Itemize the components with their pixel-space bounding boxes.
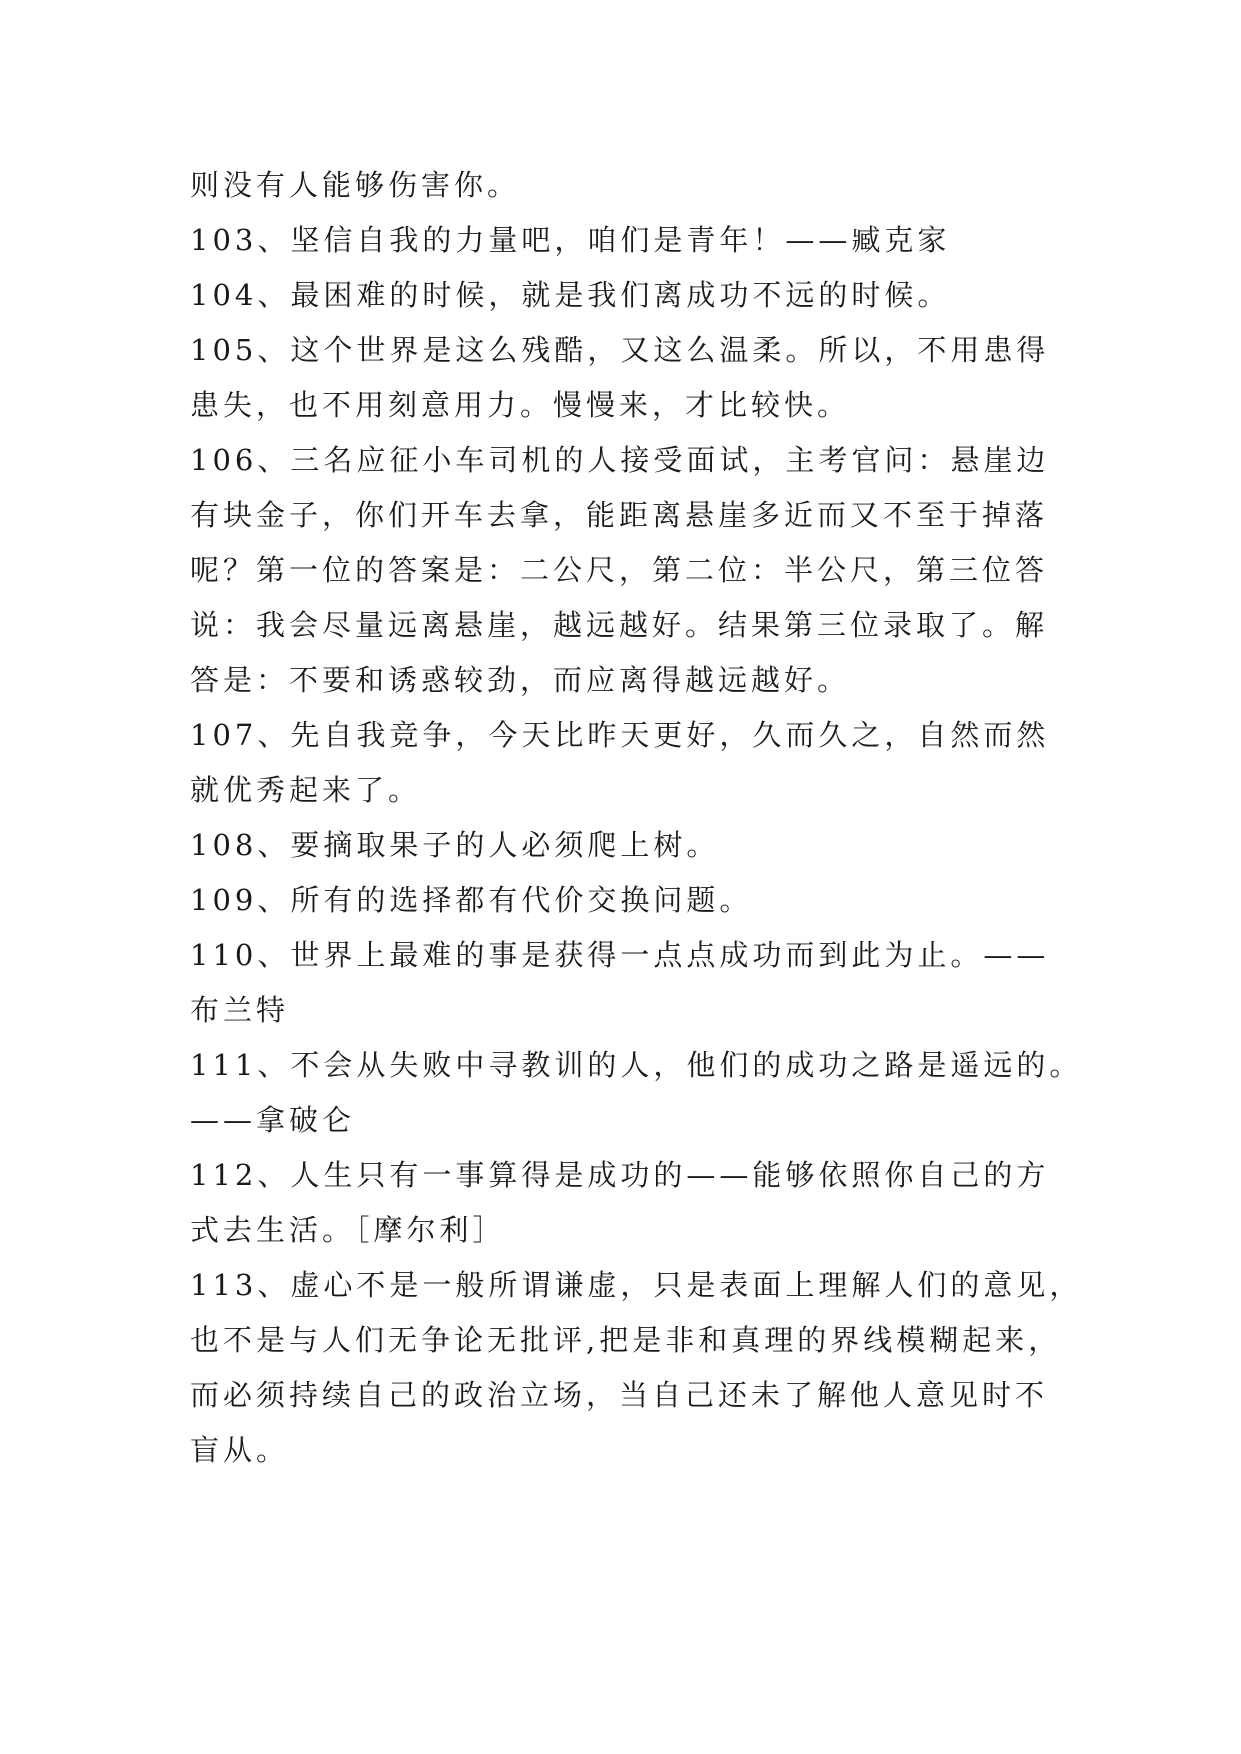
- text-line: 患失，也不用刻意用力。慢慢来，才比较快。: [190, 388, 851, 422]
- text-line: 而必须持续自己的政治立场，当自己还未了解他人意见时不: [190, 1378, 1049, 1412]
- text-line: ——拿破仑: [190, 1103, 356, 1137]
- text-line: 则没有人能够伤害你。: [190, 168, 521, 202]
- text-line: 也不是与人们无争论无批评,把是非和真理的界线模糊起来，: [190, 1323, 1062, 1357]
- text-line: 式去生活。［摩尔利］: [190, 1213, 506, 1247]
- text-line: 110、世界上最难的事是获得一点点成功而到此为止。——: [190, 938, 1050, 972]
- text-line: 105、这个世界是这么残酷，又这么温柔。所以，不用患得: [190, 333, 1050, 367]
- text-line: 107、先自我竞争，今天比昨天更好，久而久之，自然而然: [190, 718, 1050, 752]
- text-line: 108、要摘取果子的人必须爬上树。: [190, 828, 720, 862]
- text-line: 说：我会尽量远离悬崖，越远越好。结果第三位录取了。解: [190, 608, 1049, 642]
- text-line: 109、所有的选择都有代价交换问题。: [190, 883, 753, 917]
- text-line: 103、坚信自我的力量吧，咱们是青年！——臧克家: [190, 223, 951, 257]
- text-line: 113、虚心不是一般所谓谦虚，只是表面上理解人们的意见，: [190, 1268, 1083, 1302]
- text-line: 就优秀起来了。: [190, 773, 422, 807]
- text-line: 盲从。: [190, 1433, 290, 1467]
- text-line: 104、最困难的时候，就是我们离成功不远的时候。: [190, 278, 951, 312]
- text-line: 112、人生只有一事算得是成功的——能够依照你自己的方: [190, 1158, 1050, 1192]
- text-line: 布兰特: [190, 993, 290, 1027]
- text-line: 111、不会从失败中寻教训的人，他们的成功之路是遥远的。: [190, 1048, 1083, 1082]
- text-line: 答是：不要和诱惑较劲，而应离得越远越好。: [190, 663, 851, 697]
- text-line: 106、三名应征小车司机的人接受面试，主考官问：悬崖边: [190, 443, 1050, 477]
- text-line: 有块金子，你们开车去拿，能距离悬崖多近而又不至于掉落: [190, 498, 1049, 532]
- text-line: 呢？第一位的答案是：二公尺，第二位：半公尺，第三位答: [190, 553, 1049, 587]
